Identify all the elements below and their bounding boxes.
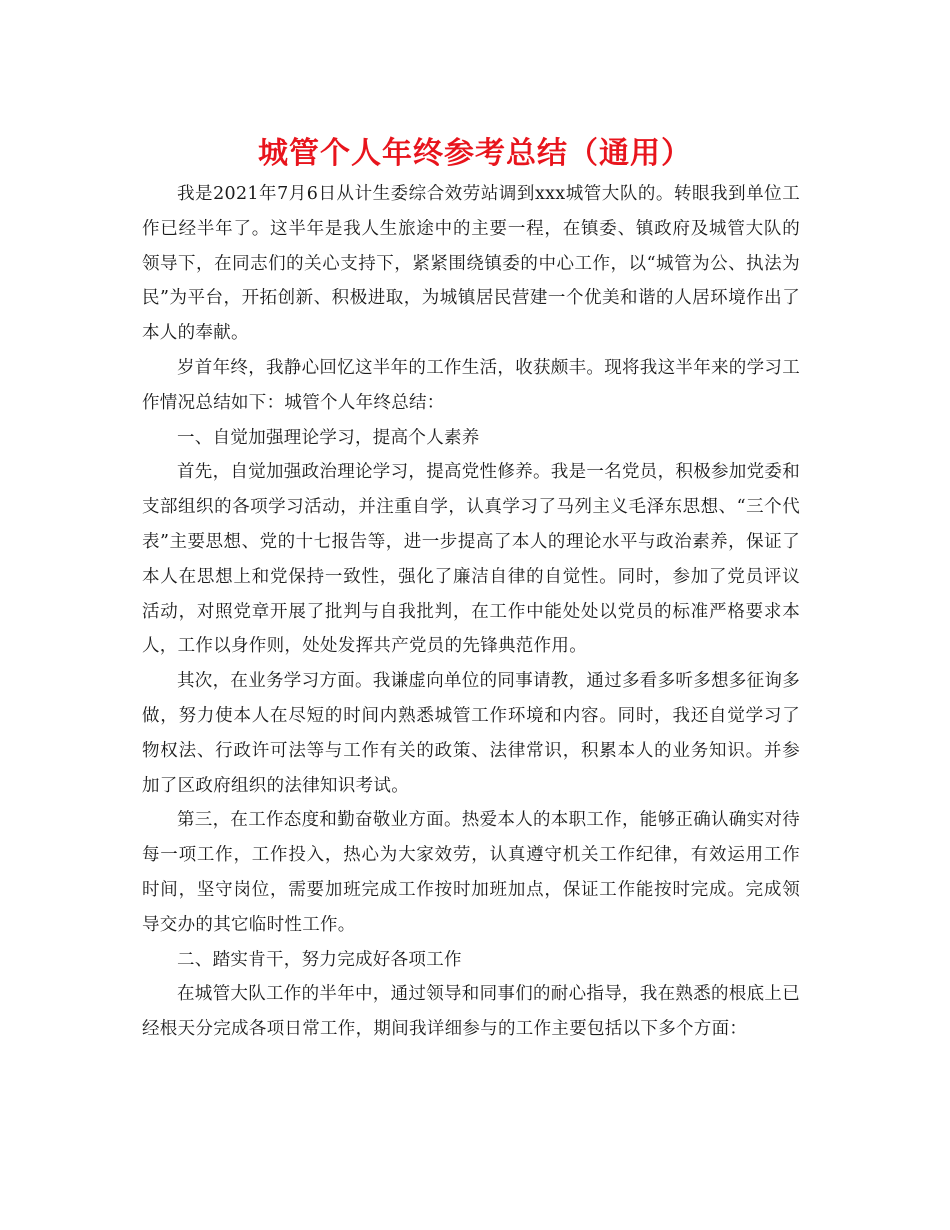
section-heading-2: 二、踏实肯干，努力完成好各项工作 — [177, 949, 462, 970]
document-body — [142, 177, 800, 1047]
paragraph-intro: 我是2021年7月6日从计生委综合效劳站调到xxx城管大队的。转眼我到单位工作已经半年了。这半年是我人生旅途中的主要一程，在镇委、镇政府及城管大队的领导下，在同志们的关心支持下，紧紧围绕镇委的中心工作，以“城管为公、执法为民”为平台，开拓创新、积极进取，为城镇居民营建一个优美和谐的人居环境作出了本人的奉献。 — [142, 184, 800, 344]
paragraph-work-attitude: 第三，在工作态度和勤奋敬业方面。热爱本人的本职工作，能够正确认确实对待每一项工作，工作投入，热心为大家效劳，认真遵守机关工作纪律，有效运用工作时间，坚守岗位，需要加班完成工作按时加班加点，保证工作能按时完成。完成领导交办的其它临时性工作。 — [142, 810, 800, 935]
paragraph-summary-lead: 岁首年终，我静心回忆这半年的工作生活，收获颇丰。现将我这半年来的学习工作情况总结如下：城管个人年终总结： — [142, 357, 800, 413]
paragraph-work-overview: 在城管大队工作的半年中，通过领导和同事们的耐心指导，我在熟悉的根底上已经根天分完成各项日常工作，期间我详细参与的工作主要包括以下多个方面： — [142, 984, 800, 1040]
paragraph-business-study: 其次，在业务学习方面。我谦虚向单位的同事请教，通过多看多听多想多征询多做，努力使本人在尽短的时间内熟悉城管工作环境和内容。同时，我还自觉学习了物权法、行政许可法等与工作有关的政策、法律常识，积累本人的业务知识。并参加了区政府组织的法律知识考试。 — [142, 671, 800, 796]
document-title: 城管个人年终参考总结（通用） — [258, 136, 692, 171]
section-heading-1: 一、自觉加强理论学习，提高个人素养 — [177, 427, 480, 448]
paragraph-political-study: 首先，自觉加强政治理论学习，提高党性修养。我是一名党员，积极参加党委和支部组织的各项学习活动，并注重自学，认真学习了马列主义毛泽东思想、“三个代表”主要思想、党的十七报告等，进一步提高了本人的理论水平与政治素养，保证了本人在思想上和党保持一致性，强化了廉洁自律的自觉性。同时，参加了党员评议活动，对照党章开展了批判与自我批判，在工作中能处处以党员的标准严格要求本人，工作以身作则，处处发挥共产党员的先锋典范作用。 — [142, 462, 800, 657]
